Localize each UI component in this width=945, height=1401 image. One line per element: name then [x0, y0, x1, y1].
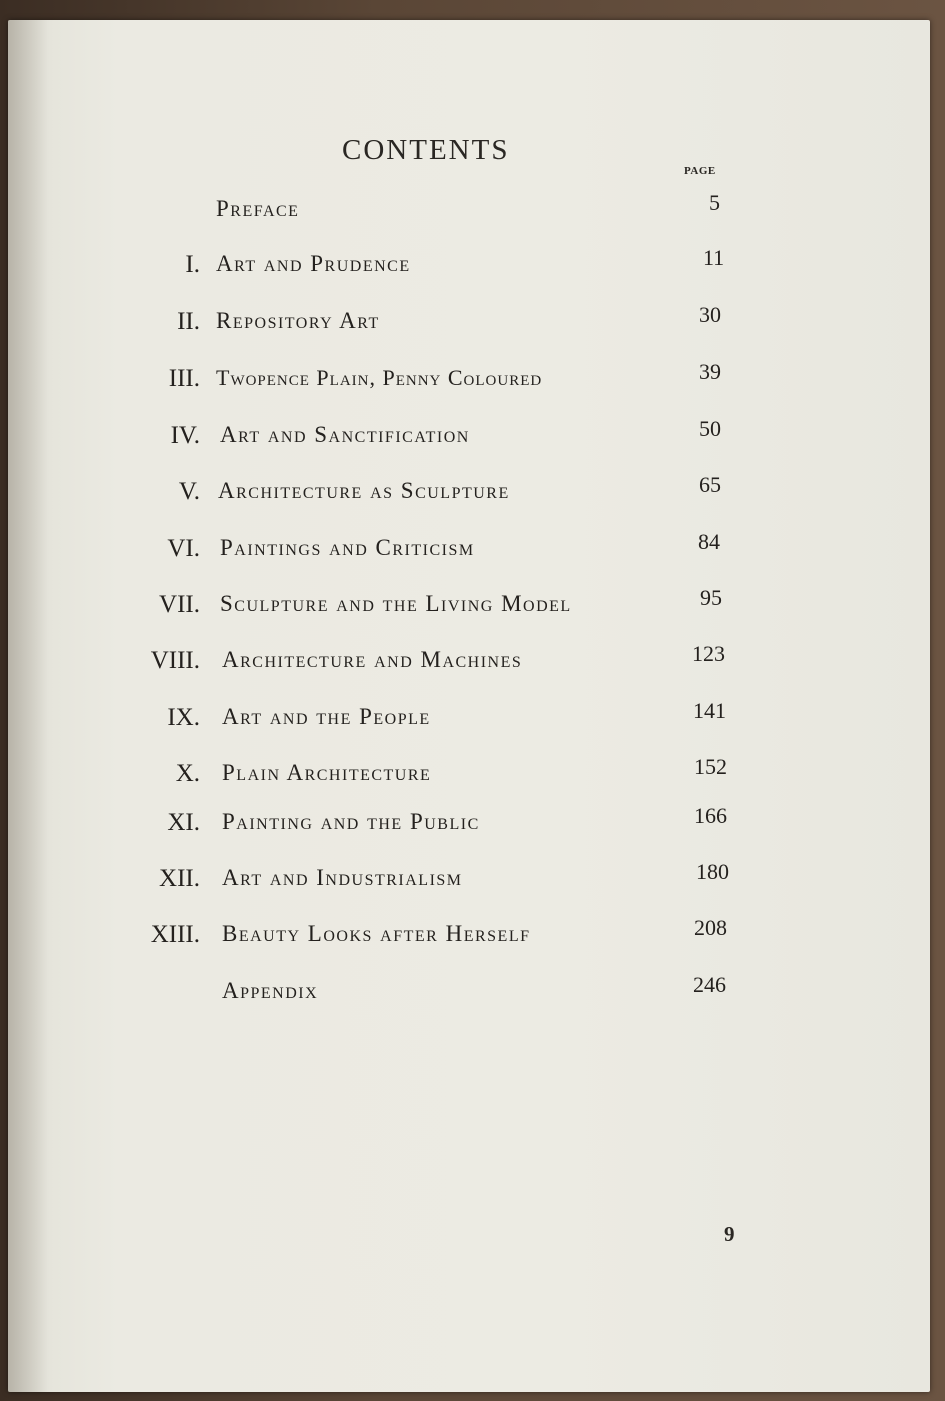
page-number: 180 — [696, 859, 729, 884]
chapter-numeral: II. — [177, 308, 200, 335]
chapter-numeral: I. — [185, 251, 200, 278]
toc-row — [0, 529, 945, 569]
page-number: 123 — [692, 641, 725, 666]
page-number: 208 — [694, 915, 727, 940]
toc-row — [0, 641, 945, 681]
page-number: 152 — [694, 754, 727, 779]
toc-row — [0, 416, 945, 456]
toc-row — [0, 803, 945, 843]
toc-row — [0, 359, 945, 399]
toc-row — [0, 302, 945, 342]
chapter-title: Repository Art — [216, 308, 380, 333]
chapter-title: Art and Industrialism — [222, 865, 463, 890]
toc-row — [0, 245, 945, 285]
chapter-numeral: X. — [175, 760, 200, 787]
toc-row — [0, 972, 945, 1012]
chapter-title: Appendix — [222, 978, 319, 1003]
chapter-numeral: VII. — [159, 591, 200, 618]
toc-row — [0, 859, 945, 899]
toc-row — [0, 472, 945, 512]
chapter-title: Plain Architecture — [222, 760, 432, 785]
page-number: 39 — [699, 359, 721, 384]
toc-row — [0, 915, 945, 955]
chapter-numeral: VIII. — [150, 647, 200, 674]
page-column-label: PAGE — [684, 165, 716, 177]
chapter-numeral: V. — [178, 478, 200, 505]
chapter-numeral: VI. — [167, 535, 200, 562]
chapter-title: Painting and the Public — [222, 809, 480, 834]
chapter-numeral: XII. — [159, 865, 200, 892]
chapter-numeral: XIII. — [150, 921, 200, 948]
chapter-numeral: XI. — [167, 809, 200, 836]
page-number: 50 — [699, 416, 721, 441]
page-number: 246 — [693, 972, 726, 997]
page-number: 141 — [693, 698, 726, 723]
chapter-title: Art and Sanctification — [220, 422, 470, 447]
page-number: 84 — [698, 529, 720, 554]
contents-heading: CONTENTS — [342, 134, 510, 166]
chapter-title: Architecture as Sculpture — [218, 478, 510, 503]
page-number: 30 — [699, 302, 721, 327]
page-number: 11 — [703, 245, 725, 270]
page-number: 166 — [694, 803, 727, 828]
chapter-numeral: III. — [168, 365, 200, 392]
toc-row — [0, 585, 945, 625]
page-number: 65 — [699, 472, 721, 497]
chapter-title: Sculpture and the Living Model — [220, 591, 572, 616]
toc-row — [0, 754, 945, 794]
page-number: 5 — [709, 190, 720, 215]
chapter-title: Paintings and Criticism — [220, 535, 475, 560]
chapter-title: Architecture and Machines — [222, 647, 523, 672]
page-number: 95 — [700, 585, 722, 610]
folio-page-number: 9 — [724, 1222, 735, 1246]
toc-row — [0, 698, 945, 738]
chapter-title: Beauty Looks after Herself — [222, 921, 531, 946]
chapter-title: Art and Prudence — [216, 251, 411, 276]
toc-row — [0, 190, 945, 230]
chapter-title: Art and the People — [222, 704, 431, 729]
chapter-numeral: IX. — [167, 704, 200, 731]
chapter-title: Preface — [216, 196, 300, 221]
chapter-numeral: IV. — [170, 422, 200, 449]
chapter-title: Twopence Plain, Penny Coloured — [216, 365, 543, 390]
